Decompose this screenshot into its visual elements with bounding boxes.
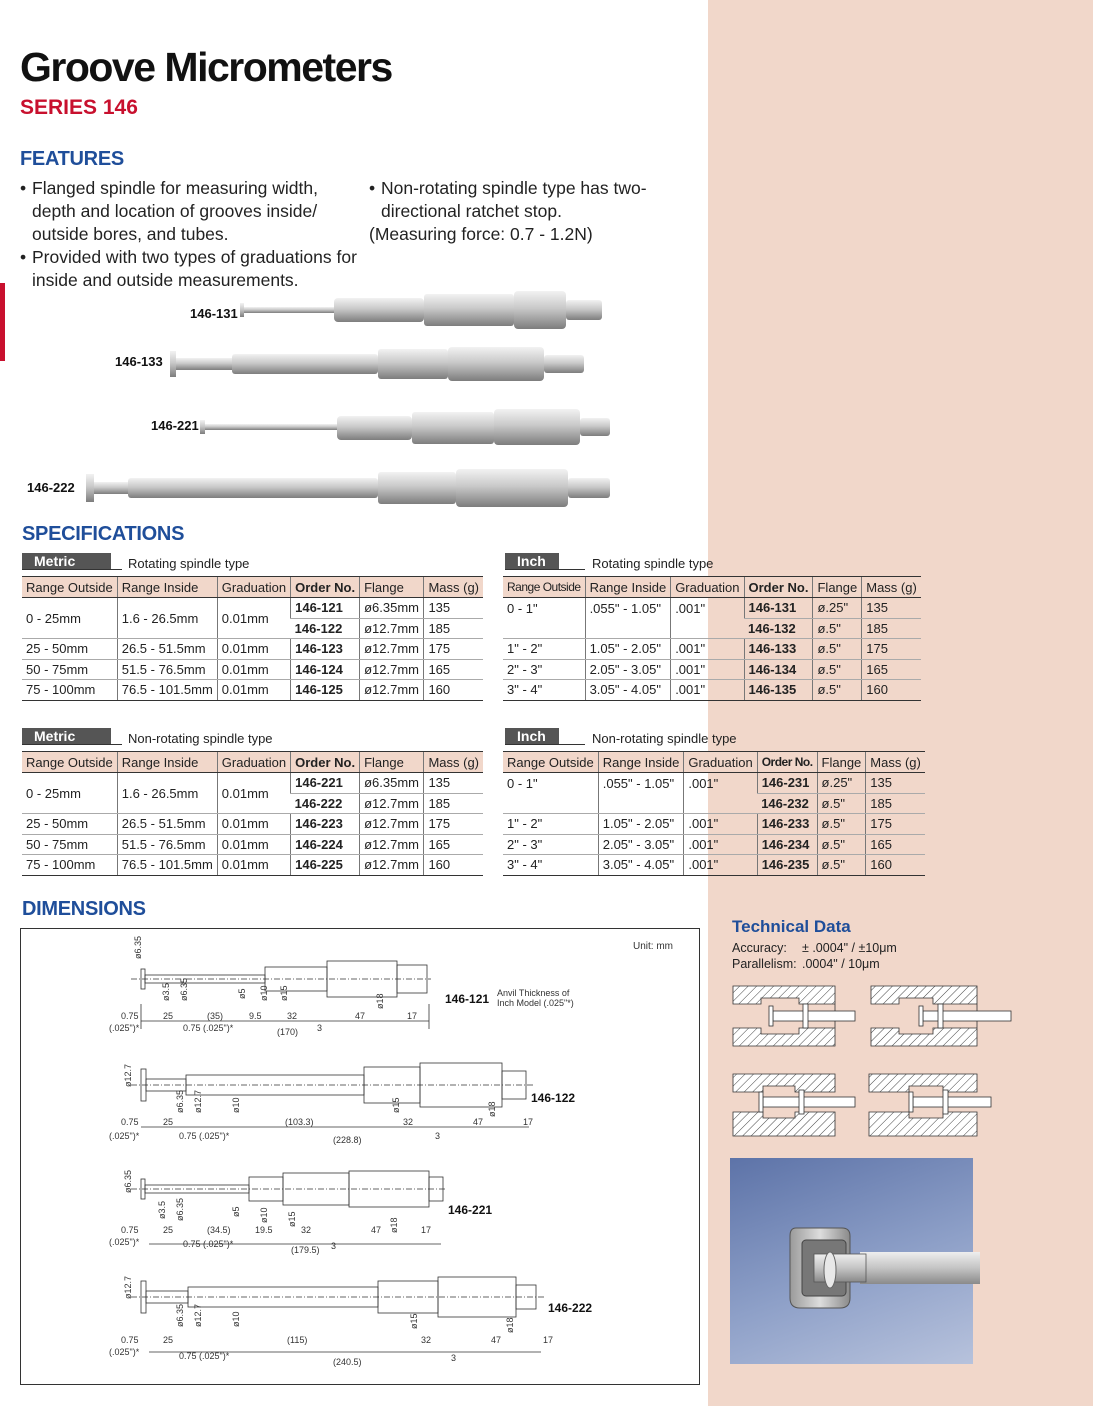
dim-diameter: ø6.35 (133, 935, 143, 959)
table-row: 0 - 25mm 1.6 - 26.5mm 0.01mm 146-221 ø6.35mm 135 (22, 773, 483, 794)
dim-anvil: 0.75 (.025")* (179, 1351, 230, 1361)
dim-diameter: ø12.7 (123, 1275, 133, 1299)
dim-length: 0.75 (121, 1011, 139, 1021)
dim-three: 3 (331, 1241, 337, 1251)
table-row: 3" - 4" 3.05" - 4.05" .001" 146-235 ø.5" 160 (503, 855, 925, 876)
dim-three: 3 (435, 1131, 441, 1141)
dim-diameter: ø15 (287, 1211, 297, 1227)
dimensions-panel (20, 928, 700, 1385)
table-row: 25 - 50mm 26.5 - 51.5mm 0.01mm 146-123 ø12.7mm 175 (22, 639, 483, 660)
table-row: 146-232 ø.5" 185 (503, 793, 925, 814)
metric-tag: Metric (22, 728, 111, 745)
table-header-row: Range Outside Range Inside Graduation Order No. Flange Mass (g) (503, 752, 925, 773)
table-row: 75 - 100mm 76.5 - 101.5mm 0.01mm 146-225 ø12.7mm 160 (22, 855, 483, 876)
dim-length: (115) (287, 1335, 308, 1345)
dim-diameter: ø10 (259, 985, 269, 1001)
dim-length: 0.75 (121, 1117, 139, 1127)
dim-anvil: 0.75 (.025")* (183, 1239, 234, 1249)
drawing-146-221 (101, 1169, 451, 1259)
dim-length: 47 (355, 1011, 366, 1021)
dim-length: 25 (163, 1225, 174, 1235)
dim-three: 3 (317, 1023, 323, 1033)
feature-item: • Non-rotating spindle type has two- directional ratchet stop. (369, 178, 647, 221)
dim-length: 17 (523, 1117, 534, 1127)
measuring-force-note: (Measuring force: 0.7 - 1.2N) (369, 224, 593, 244)
divider (505, 744, 585, 745)
micrometer-146-133-image (170, 345, 620, 385)
red-tab-marker (0, 283, 5, 361)
dim-total: (228.8) (333, 1135, 362, 1145)
parallelism-row: Parallelism: .0004" / 10μm (732, 957, 880, 971)
dim-length: 47 (371, 1225, 382, 1235)
dim-length: 0.75 (121, 1225, 139, 1235)
dim-length: 32 (421, 1335, 432, 1345)
dim-length: 32 (403, 1117, 414, 1127)
dim-anvil: 0.75 (.025")* (183, 1023, 234, 1033)
drawing-label: 146-221 (448, 1203, 493, 1217)
dim-length: 9.5 (249, 1011, 262, 1021)
dimensions-heading: DIMENSIONS (22, 898, 146, 920)
technical-data-heading: Technical Data (732, 917, 851, 936)
dim-diameter: ø15 (279, 985, 289, 1001)
dim-length: (34.5) (207, 1225, 231, 1235)
dim-length: 17 (543, 1335, 554, 1345)
table-header-row: Range Outside Range Inside Graduation Order No. Flange Mass (g) (503, 577, 921, 598)
inch-tag: Inch (505, 728, 559, 745)
drawing-146-121 (101, 935, 441, 1039)
inch-rotating-table (503, 576, 921, 701)
dim-length: 32 (301, 1225, 312, 1235)
dim-three: 3 (451, 1353, 457, 1363)
table-row: 50 - 75mm 51.5 - 76.5mm 0.01mm 146-224 ø12.7mm 165 (22, 834, 483, 855)
divider (22, 569, 122, 570)
features-heading: FEATURES (20, 148, 124, 170)
drawing-label: 146-222 (548, 1301, 593, 1315)
dim-diameter: ø3.5 (161, 982, 171, 1001)
dim-diameter: ø3.5 (157, 1200, 167, 1219)
metric-tag: Metric (22, 553, 111, 570)
drawing-label: 146-122 (531, 1091, 576, 1105)
divider (22, 744, 122, 745)
drawing-label: 146-121 (445, 992, 490, 1006)
dim-diameter: ø10 (259, 1207, 269, 1223)
application-schematics (733, 984, 1013, 1139)
dim-diameter: ø12.7 (193, 1089, 203, 1113)
dim-diameter: ø12.7 (123, 1063, 133, 1087)
schematic-inside-groove-1 (733, 986, 855, 1046)
dim-diameter: ø12.7 (193, 1303, 203, 1327)
schematic-inside-groove-2 (871, 986, 1011, 1046)
unit-label: Unit: mm (633, 941, 673, 952)
specifications-heading: SPECIFICATIONS (22, 523, 185, 545)
table-row: 146-222 ø12.7mm 185 (22, 793, 483, 814)
dim-flange-inch: (.025")* (109, 1347, 140, 1357)
dim-diameter: ø10 (231, 1097, 241, 1113)
table-row: 0 - 1" .055" - 1.05" .001" 146-131 ø.25" 135 (503, 598, 921, 619)
table-row: 50 - 75mm 51.5 - 76.5mm 0.01mm 146-124 ø12.7mm 165 (22, 659, 483, 680)
drawing-146-122 (101, 1057, 541, 1147)
dim-diameter: ø6.35 (123, 1169, 133, 1193)
dim-length: 25 (163, 1335, 174, 1345)
dim-diameter: ø5 (231, 1206, 241, 1217)
dim-total: (170) (277, 1027, 299, 1037)
product-label: 146-221 (151, 418, 199, 433)
dim-length: 19.5 (255, 1225, 273, 1235)
dim-flange-inch: (.025")* (109, 1237, 140, 1247)
metric-nonrotating-table (22, 751, 483, 876)
dim-diameter: ø6.35 (175, 1089, 185, 1113)
dim-flange-inch: (.025")* (109, 1131, 140, 1141)
table-row: 2" - 3" 2.05" - 3.05" .001" 146-134 ø.5" 165 (503, 659, 921, 680)
product-label: 146-133 (115, 354, 163, 369)
product-label: 146-222 (27, 480, 75, 495)
dim-length: 17 (421, 1225, 432, 1235)
inch-tag: Inch (505, 553, 559, 570)
page-title: Groove Micrometers (20, 44, 392, 90)
dim-length: 47 (473, 1117, 484, 1127)
table-header-row: Range Outside Range Inside Graduation Order No. Flange Mass (g) (22, 752, 483, 773)
dim-length: 47 (491, 1335, 502, 1345)
rotating-subtitle: Rotating spindle type (592, 556, 714, 571)
table-row: 146-122 ø12.7mm 185 (22, 618, 483, 639)
micrometer-146-222-image (86, 466, 616, 510)
dim-flange-inch: (.025")* (109, 1023, 140, 1033)
dim-anvil: 0.75 (.025")* (179, 1131, 230, 1141)
features-right (369, 177, 647, 246)
dim-length: 25 (163, 1011, 174, 1021)
feature-item: • Flanged spindle for measuring width, depth and location of grooves inside/ outside bores, and tubes. (20, 178, 318, 244)
nonrotating-subtitle: Non-rotating spindle type (592, 731, 737, 746)
dim-diameter: ø6.35 (175, 1197, 185, 1221)
dim-total: (240.5) (333, 1357, 362, 1367)
dim-diameter: ø18 (487, 1101, 497, 1117)
inch-nonrotating-table (503, 751, 925, 876)
accuracy-row: Accuracy: ± .0004" / ±10μm (732, 941, 897, 955)
dim-length: 25 (163, 1117, 174, 1127)
dim-diameter: ø5 (237, 988, 247, 999)
metric-rotating-table (22, 576, 483, 701)
dim-length: (35) (207, 1011, 224, 1021)
dim-total: (179.5) (291, 1245, 320, 1255)
product-label: 146-131 (190, 306, 238, 321)
table-header-row: Range Outside Range Inside Graduation Order No. Flange Mass (g) (22, 577, 483, 598)
drawing-146-222 (101, 1277, 561, 1367)
table-row: 0 - 1" .055" - 1.05" .001" 146-231 ø.25" 135 (503, 773, 925, 794)
table-row: 75 - 100mm 76.5 - 101.5mm 0.01mm 146-125 ø12.7mm 160 (22, 680, 483, 701)
table-row: 0 - 25mm 1.6 - 26.5mm 0.01mm 146-121 ø6.35mm 135 (22, 598, 483, 619)
table-row: 2" - 3" 2.05" - 3.05" .001" 146-234 ø.5" 165 (503, 834, 925, 855)
dim-length: 32 (287, 1011, 298, 1021)
dim-diameter: ø10 (231, 1311, 241, 1327)
rotating-subtitle: Rotating spindle type (128, 556, 250, 571)
micrometer-146-131-image (240, 288, 620, 330)
schematic-outside-groove-1 (733, 1074, 855, 1136)
dim-diameter: ø18 (389, 1217, 399, 1233)
dim-length: (103.3) (285, 1117, 314, 1127)
series-label: SERIES 146 (20, 96, 138, 119)
nonrotating-subtitle: Non-rotating spindle type (128, 731, 273, 746)
dim-diameter: ø6.35 (179, 977, 189, 1001)
photo-illustration (730, 1158, 973, 1364)
dim-diameter: ø18 (505, 1317, 515, 1333)
table-row: 146-132 ø.5" 185 (503, 618, 921, 639)
divider (505, 569, 585, 570)
table-row: 3" - 4" 3.05" - 4.05" .001" 146-135 ø.5" 160 (503, 680, 921, 701)
dim-diameter: ø18 (375, 993, 385, 1009)
anvil-note: Anvil Thickness of Inch Model (.025"*) (497, 988, 574, 1008)
dim-diameter: ø6.35 (175, 1303, 185, 1327)
features-left (20, 177, 357, 292)
table-row: 1" - 2" 1.05" - 2.05" .001" 146-233 ø.5" 175 (503, 814, 925, 835)
dim-length: 0.75 (121, 1335, 139, 1345)
micrometer-146-221-image (200, 406, 620, 448)
feature-item: • Provided with two types of graduations for inside and outside measurements. (20, 247, 357, 290)
dim-length: 17 (407, 1011, 418, 1021)
table-row: 25 - 50mm 26.5 - 51.5mm 0.01mm 146-223 ø12.7mm 175 (22, 814, 483, 835)
table-row: 1" - 2" 1.05" - 2.05" .001" 146-133 ø.5" 175 (503, 639, 921, 660)
dim-diameter: ø15 (409, 1313, 419, 1329)
dim-diameter: ø15 (391, 1097, 401, 1113)
schematic-outside-groove-2 (869, 1074, 991, 1136)
application-photo (730, 1158, 973, 1364)
